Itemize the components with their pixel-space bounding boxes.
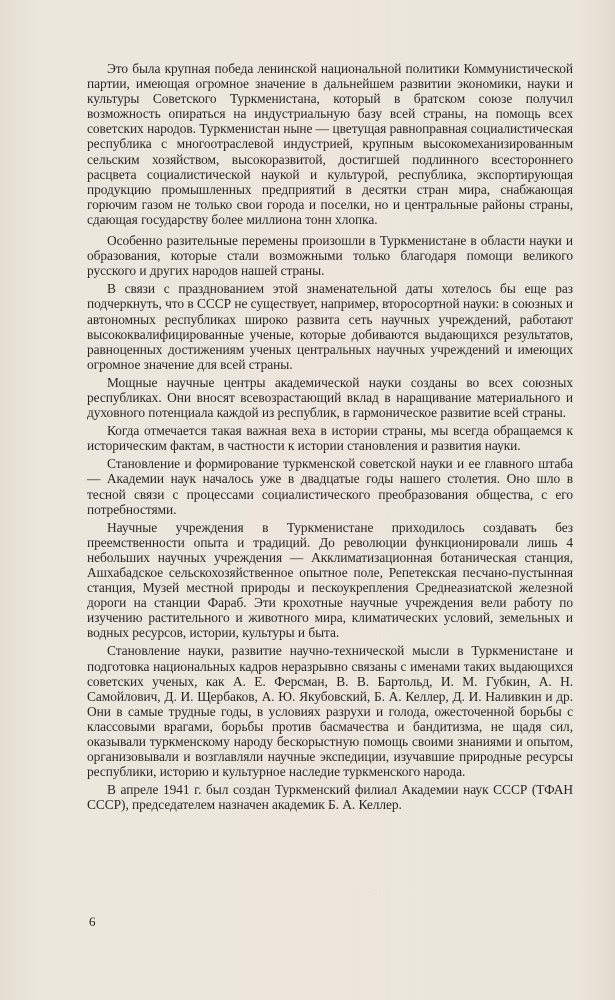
paragraph: Особенно разительные перемены произошли в Туркменистане в области науки и образования, которые стали возможными только благодаря помощи великого русского и других народов нашей страны. bbox=[87, 233, 573, 279]
body-text bbox=[87, 61, 573, 816]
paragraph: Когда отмечается такая важная веха в истории страны, мы всегда обращаемся к историческим фактам, в частности к истории становления и развития науки. bbox=[87, 423, 573, 454]
paragraph: Становление и формирование туркменской советской науки и ее главного штаба — Академии наук началось уже в двадцатые годы нашего столетия. Оно шло в тесной связи с процессами социалистического преобразования общества, с его потребностями. bbox=[87, 456, 573, 517]
paragraph: Мощные научные центры академической науки созданы во всех союзных республиках. Они вносят всевозрастающий вклад в наращивание материального и духовного потенциала каждой из республик, в гармоническое развитие всей страны. bbox=[87, 374, 573, 421]
paragraph: Научные учреждения в Туркменистане приходилось создавать без преемственности опыта и традиций. До революции функционировали лишь 4 небольших научных учреждения — Акклиматизационная ботаническая станция, Ашхабадское сельскохозяйственное опытное поле, Репетекская песчано-пустынная станция, Музей местной природы и пескоукрепления Среднеазиатской железной дороги на станции Фараб. Эти крохотные научные учреждения вели работу по изучению растительного и животного мира, климатических условий, земельных и водных ресурсов, истории, культуры и быта. bbox=[87, 519, 573, 641]
paragraph: В связи с празднованием этой знаменательной даты хотелось бы еще раз подчеркнуть, что в СССР не существует, например, второсортной науки: в союзных и автономных республиках широко развита сеть научных учреждений, работают высококвалифицированные ученые, которые добиваются выдающихся результатов, равноценных достижениям ученых центральных научных учреждений и имеющих огромное значение для всей страны. bbox=[87, 281, 573, 372]
paragraph: Это была крупная победа ленинской национальной политики Коммунистической партии, имеющая огромное значение в дальнейшем развитии экономики, науки и культуры Советского Туркменистана, который в братском союзе получил возможность опираться на индустриальную базу всей страны, на помощь всех советских народов. Туркменистан ныне — цветущая равноправная социалистическая республика с многоотраслевой индустрией, крупным высокомеханизированным сельским хозяйством, высокоразвитой, достигшей подлинного всестороннего расцвета социалистической наукой и культурой, республика, экспортирующая продукцию промышленных предприятий в десятки стран мира, снабжающая горючим газом не только свои города и поселки, но и центральные районы страны, сдающая государству более миллиона тонн хлопка. bbox=[87, 61, 573, 227]
page-number: 6 bbox=[89, 914, 96, 929]
paragraph: В апреле 1941 г. был создан Туркменский филиал Академии наук СССР (ТФАН СССР), председателем назначен академик Б. А. Келлер. bbox=[87, 782, 573, 813]
paragraph: Становление науки, развитие научно-технической мысли в Туркменистане и подготовка национальных кадров неразрывно связаны с именами таких выдающихся советских ученых, как А. Е. Ферсман, В. В. Бартольд, И. М. Губкин, А. Н. Самойлович, Д. И. Щербаков, А. Ю. Якубовский, Б. А. Келлер, Д. И. Наливкин и др. Они в самые трудные годы, в условиях разрухи и голода, ожесточенной борьбы с классовыми врагами, борьбы против басмачества и бандитизма, не щадя сил, оказывали туркменскому народу бескорыстную помощь своими знаниями и опытом, организовывали и возглавляли научные экспедиции, изучавшие природные ресурсы республики, историю и культурное наследие туркменского народа. bbox=[87, 643, 573, 780]
